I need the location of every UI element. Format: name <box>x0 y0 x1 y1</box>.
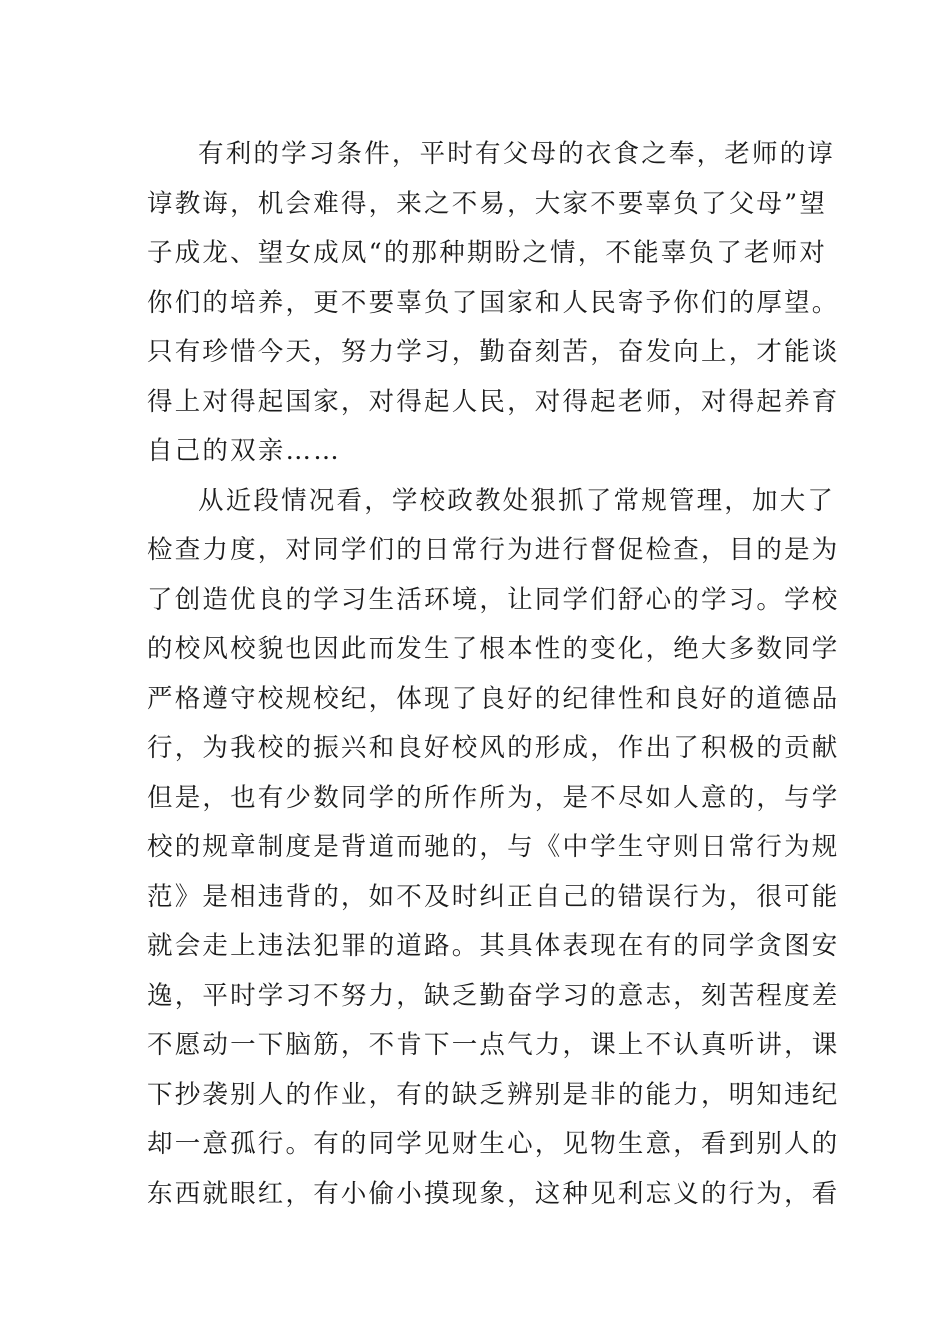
paragraph-2 <box>147 477 840 1220</box>
paragraph-line: 你们的培养，更不要辜负了国家和人民寄予你们的厚望。 <box>147 287 840 318</box>
paragraph-line: 校的规章制度是背道而驰的，与《中学生守则日常行为规 <box>147 832 840 862</box>
paragraph-line: 有利的学习条件，平时有父母的衣食之奉，老师的谆 <box>198 139 836 169</box>
paragraph-line: 只有珍惜今天，努力学习，勤奋刻苦，奋发向上，才能谈 <box>147 337 840 367</box>
paragraph-line: 下抄袭别人的作业，有的缺乏辨别是非的能力，明知违纪 <box>147 1079 840 1110</box>
paragraph-line: 却一意孤行。有的同学见财生心，见物生意，看到别人的 <box>147 1129 840 1159</box>
paragraph-line: 逸，平时学习不努力，缺乏勤奋学习的意志，刻苦程度差 <box>147 980 840 1011</box>
paragraph-line: 自己的双亲…… <box>147 436 341 466</box>
paragraph-line: 就会走上违法犯罪的道路。其具体表现在有的同学贪图安 <box>147 931 840 961</box>
paragraph-line: 严格遵守校规校纪，体现了良好的纪律性和良好的道德品 <box>147 683 840 714</box>
paragraph-line: 了创造优良的学习生活环境，让同学们舒心的学习。学校 <box>147 584 840 615</box>
paragraph-line: 的校风校貌也因此而发生了根本性的变化，绝大多数同学 <box>147 634 840 664</box>
paragraph-line: 子成龙、望女成凤“的那种期盼之情，不能辜负了老师对 <box>147 238 828 268</box>
paragraph-line: 从近段情况看，学校政教处狠抓了常规管理，加大了 <box>198 485 836 516</box>
document-body <box>147 130 840 1219</box>
paragraph-line: 检查力度，对同学们的日常行为进行督促检查，目的是为 <box>147 535 840 565</box>
paragraph-line: 东西就眼红，有小偷小摸现象，这种见利忘义的行为，看 <box>147 1178 840 1209</box>
paragraph-line: 不愿动一下脑筋，不肯下一点气力，课上不认真听讲，课 <box>147 1030 840 1060</box>
paragraph-line: 行，为我校的振兴和良好校风的形成，作出了积极的贡献 <box>147 733 840 763</box>
paragraph-line: 谆教诲，机会难得，来之不易，大家不要辜负了父母”望 <box>147 188 828 219</box>
paragraph-1 <box>147 130 840 477</box>
paragraph-line: 但是，也有少数同学的所作所为，是不尽如人意的，与学 <box>147 782 840 813</box>
paragraph-line: 得上对得起国家，对得起人民，对得起老师，对得起养育 <box>147 386 840 417</box>
paragraph-line: 范》是相违背的，如不及时纠正自己的错误行为，很可能 <box>147 881 840 912</box>
